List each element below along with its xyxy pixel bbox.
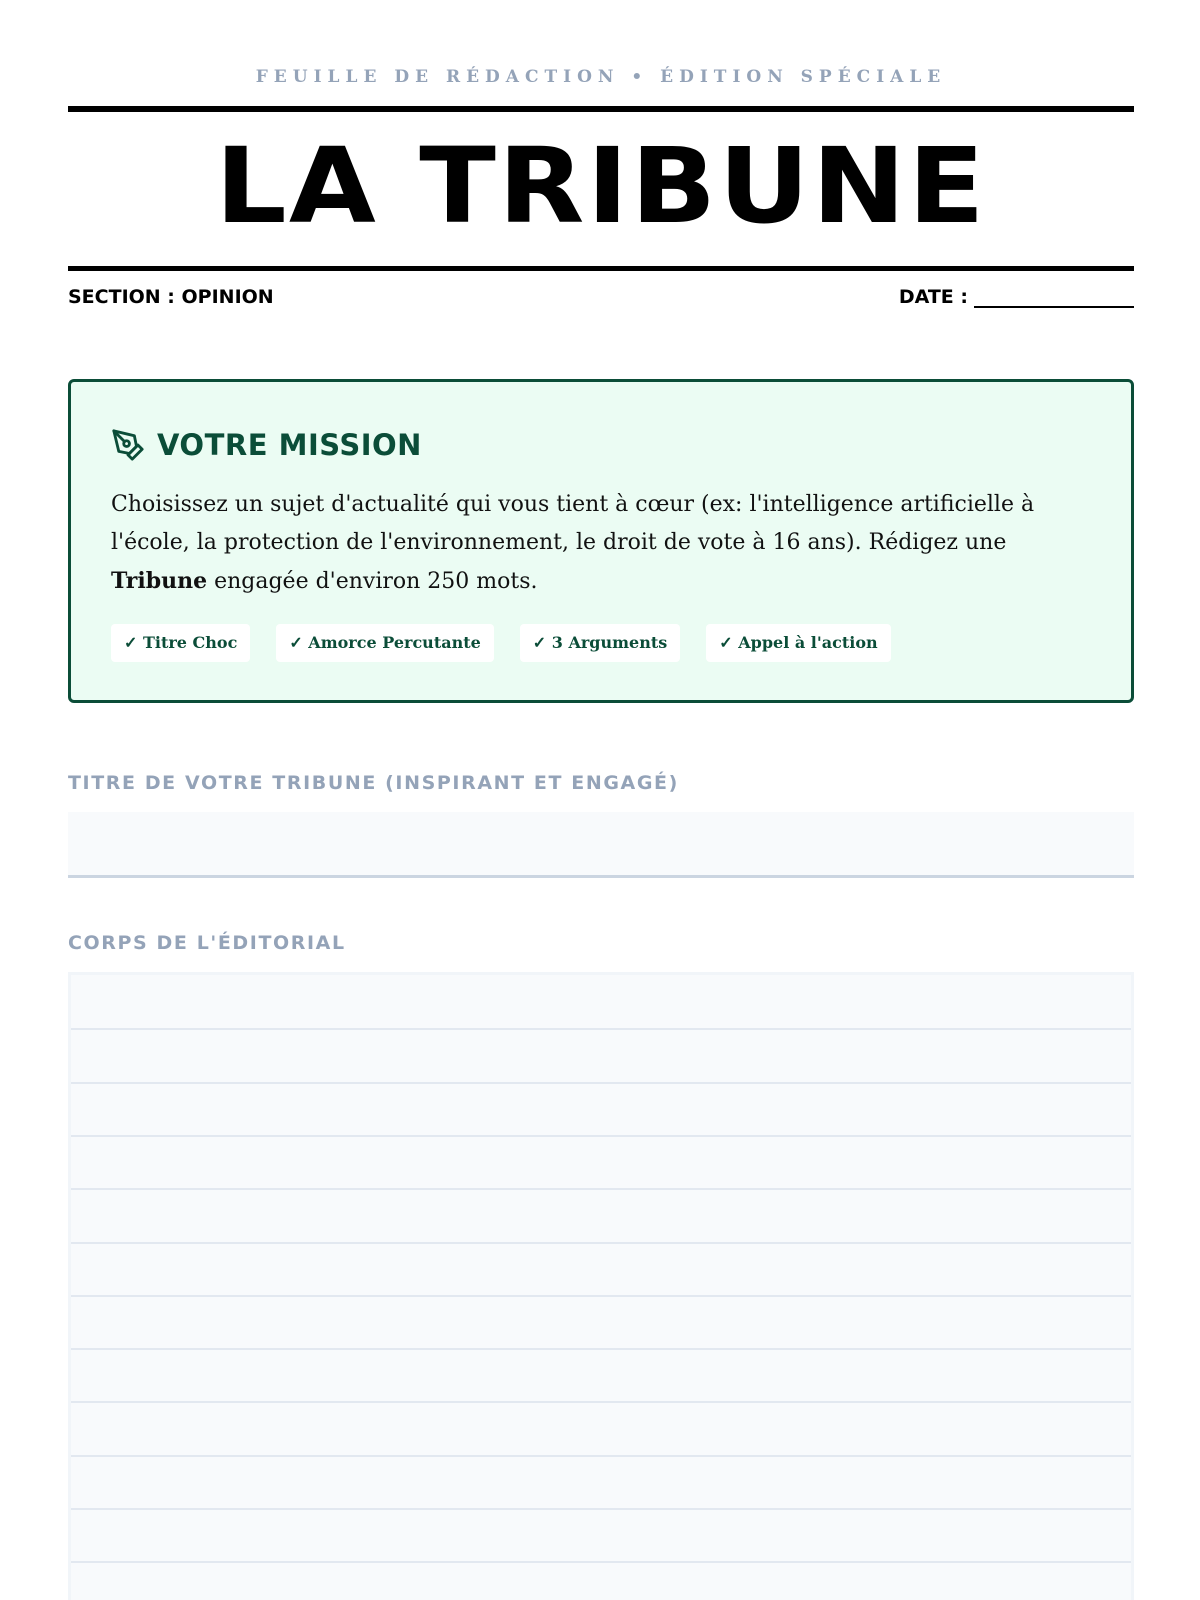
masthead-rule-top xyxy=(68,106,1134,112)
writing-line xyxy=(71,1188,1131,1190)
date-blank-line[interactable] xyxy=(974,288,1134,308)
mission-text-emphasis: Tribune xyxy=(111,568,208,594)
writing-line xyxy=(71,1348,1131,1350)
date-label: DATE : xyxy=(898,286,968,308)
section-label: SECTION : OPINION xyxy=(68,286,274,308)
tag-appel-action: ✓ Appel à l'action xyxy=(706,624,890,662)
tag-3-arguments: ✓ 3 Arguments xyxy=(520,624,680,662)
writing-line xyxy=(71,1455,1131,1457)
writing-line xyxy=(71,1401,1131,1403)
mission-text-end: engagée d'environ 250 mots. xyxy=(207,569,538,594)
meta-row xyxy=(68,286,1134,314)
mission-title: VOTRE MISSION xyxy=(157,428,422,462)
title-field-label: TITRE DE VOTRE TRIBUNE (INSPIRANT ET ENGAGÉ) xyxy=(68,772,679,794)
tag-titre-choc: ✓ Titre Choc xyxy=(111,624,250,662)
mission-header xyxy=(111,428,422,462)
tag-amorce-percutante: ✓ Amorce Percutante xyxy=(276,624,493,662)
writing-line xyxy=(71,1135,1131,1137)
writing-line xyxy=(71,1242,1131,1244)
writing-line xyxy=(71,1561,1131,1563)
date-field xyxy=(899,286,1134,308)
criteria-tags xyxy=(111,624,917,662)
title-input[interactable] xyxy=(68,812,1134,878)
body-field-label: CORPS DE L'ÉDITORIAL xyxy=(68,932,346,954)
writing-line xyxy=(71,1508,1131,1510)
writing-line xyxy=(71,1028,1131,1030)
masthead-title: LA TRIBUNE xyxy=(215,125,987,247)
editorial-body-area[interactable] xyxy=(68,972,1134,1600)
mission-box xyxy=(68,379,1134,703)
kicker-line: FEUILLE DE RÉDACTION • ÉDITION SPÉCIALE xyxy=(255,67,947,87)
masthead-rule-bottom xyxy=(68,266,1134,271)
mission-text-start: Choisissez un sujet d'actualité qui vous tient à cœur (ex: l'intelligence artificielle à l'école, la protection de l'environnement, le droit de vote à 16 ans). Rédigez une xyxy=(111,492,1035,555)
mission-instructions xyxy=(111,486,1101,601)
writing-line xyxy=(71,1295,1131,1297)
pen-nib-icon xyxy=(111,428,145,462)
writing-line xyxy=(71,1082,1131,1084)
worksheet-page xyxy=(68,0,1134,1600)
